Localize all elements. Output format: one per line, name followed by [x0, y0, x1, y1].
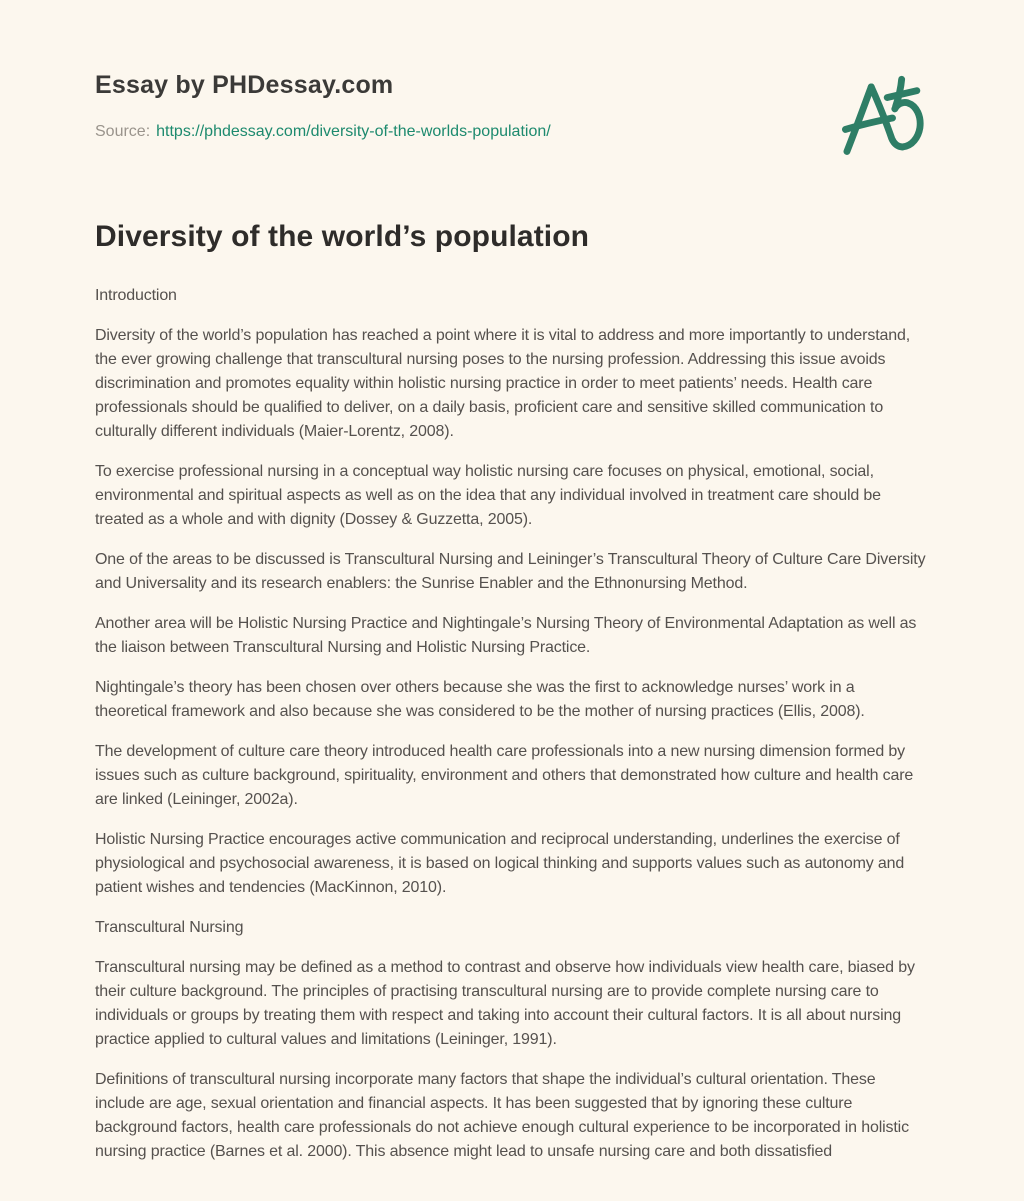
essay-paragraph: Transcultural nursing may be defined as a method to contrast and observe how individuals view health care, biased by their culture background. The principles of practising transcultural nursing are to provide complete nursing care to individuals or groups by treating them with respect and taking into account their cultural factors. It is all about nursing practice applied to cultural values and limitations (Leininger, 1991). [95, 959, 915, 1048]
essay-paragraph: The development of culture care theory introduced health care professionals into a new nursing dimension formed by issues such as culture background, spirituality, environment and others that demonstrated how culture and health care are linked (Leininger, 2002a). [95, 743, 914, 808]
essay-paragraph: Nightingale’s theory has been chosen over others because she was the first to acknowledge nurses’ work in a theoretical framework and also because she was considered to be the mother of nursing practices (Ellis, 2008). [95, 679, 865, 720]
section-heading-transcultural-nursing: Transcultural Nursing [95, 919, 244, 936]
essay-paragraph: Definitions of transcultural nursing incorporate many factors that shape the individual’s cultural orientation. These include are age, sexual orientation and financial aspects. It has been suggested that by ignoring these culture background factors, health care professionals do not achieve enough cultural experience to be incorporated in holistic nursing practice (Barnes et al. 2000). This absence might lead to unsafe nursing care and both dissatisfied [95, 1071, 909, 1160]
section-heading-introduction: Introduction [95, 287, 177, 304]
source-label: Source: [95, 123, 151, 140]
source-line [95, 122, 929, 142]
source-link[interactable]: https://phdessay.com/diversity-of-the-worlds-population/ [156, 123, 551, 140]
essay-title: Diversity of the world’s population [95, 220, 590, 253]
site-header-title: Essay by PHDessay.com [95, 71, 394, 99]
essay-paragraph: Another area will be Holistic Nursing Practice and Nightingale’s Nursing Theory of Environmental Adaptation as well as the liaison between Transcultural Nursing and Holistic Nursing Practice. [95, 615, 917, 656]
essay-paragraph: To exercise professional nursing in a conceptual way holistic nursing care focuses on physical, emotional, social, environmental and spiritual aspects as well as on the idea that any individual involved in treatment care should be treated as a whole and with dignity (Dossey & Guzzetta, 2005). [95, 463, 881, 528]
essay-paragraph: Holistic Nursing Practice encourages active communication and reciprocal understanding, underlines the exercise of physiological and psychosocial awareness, it is based on logical thinking and supports values such as autonomy and patient wishes and tendencies (MacKinnon, 2010). [95, 831, 905, 896]
essay-body [95, 284, 929, 1164]
page-header [95, 70, 929, 142]
phdessay-a-plus-logo-icon [815, 54, 929, 176]
essay-paragraph: Diversity of the world’s population has reached a point where it is vital to address and more importantly to understand, the ever growing challenge that transcultural nursing poses to the nursing profession. Addressing this issue avoids discrimination and promotes equality within holistic nursing practice in order to meet patients’ needs. Health care professionals should be qualified to deliver, on a daily basis, proficient care and sensitive skilled communication to culturally different individuals (Maier-Lorentz, 2008). [95, 327, 911, 440]
essay-paragraph: One of the areas to be discussed is Transcultural Nursing and Leininger’s Transcultural Theory of Culture Care Diversity and Universality and its research enablers: the Sunrise Enabler and the Ethnonursing Method. [95, 551, 926, 592]
